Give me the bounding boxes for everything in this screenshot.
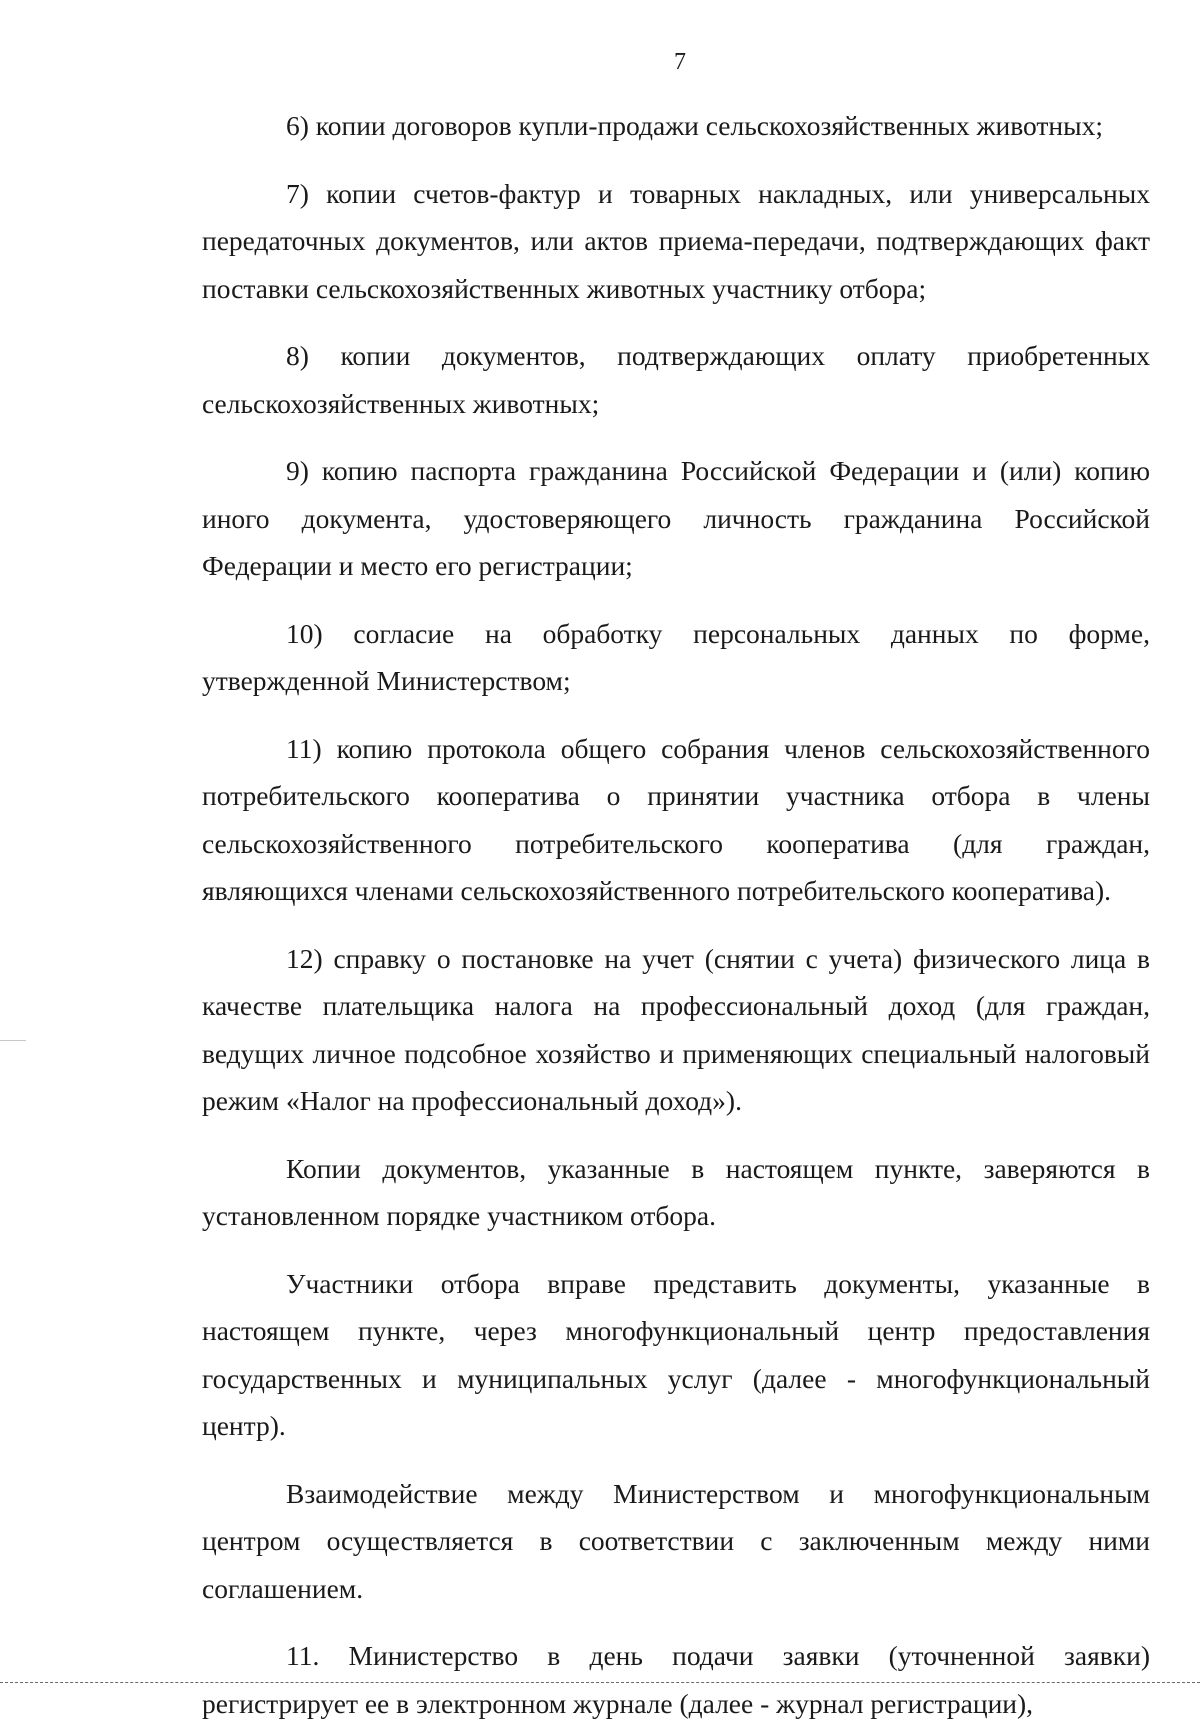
list-item-9: 9) копию паспорта гражданина Российской Федерации и (или) копию иного документа, удостоверяющего личность гражданина Российской Федерации и место его регистрации; xyxy=(202,455,1150,581)
page-number: 7 xyxy=(674,49,686,75)
document-body xyxy=(202,102,1150,1727)
paragraph-interaction-agreement: Взаимодействие между Министерством и многофункциональным центром осуществляется в соответствии с заключенным между ними соглашением. xyxy=(202,1477,1150,1604)
bottom-scan-line xyxy=(0,1682,1200,1683)
list-item-10: 10) согласие на обработку персональных данных по форме, утвержденной Министерством; xyxy=(202,617,1150,696)
paragraph-section-11: 11. Министерство в день подачи заявки (уточненной заявки) регистрирует ее в электронном журнале (далее - журнал регистрации), xyxy=(202,1640,1150,1719)
list-item-7: 7) копии счетов-фактур и товарных накладных, или универсальных передаточных документов, или актов приема-передачи, подтверждающих факт поставки сельскохозяйственных животных участнику отбора; xyxy=(202,177,1150,304)
margin-mark xyxy=(0,1040,26,1041)
paragraph-mfc-submission: Участники отбора вправе представить документы, указанные в настоящем пункте, через многофункциональный центр предоставления государственных и муниципальных услуг (далее - многофункциональный центр). xyxy=(202,1267,1150,1441)
list-item-6: 6) копии договоров купли-продажи сельскохозяйственных животных; xyxy=(286,110,1103,141)
paragraph-copies-certification: Копии документов, указанные в настоящем пункте, заверяются в установленном порядке участником отбора. xyxy=(202,1152,1150,1231)
list-item-11: 11) копию протокола общего собрания членов сельскохозяйственного потребительского кооператива о принятии участника отбора в члены сельскохозяйственного потребительского кооператива (для граждан, являющихся членами сельскохозяйственного потребительского кооператива). xyxy=(202,732,1150,906)
list-item-8: 8) копии документов, подтверждающих оплату приобретенных сельскохозяйственных животных; xyxy=(202,340,1150,419)
list-item-12: 12) справку о постановке на учет (снятии с учета) физического лица в качестве плательщика налога на профессиональный доход (для граждан, ведущих личное подсобное хозяйство и применяющих специальный налоговый режим «Налог на профессиональный доход»). xyxy=(202,942,1150,1116)
